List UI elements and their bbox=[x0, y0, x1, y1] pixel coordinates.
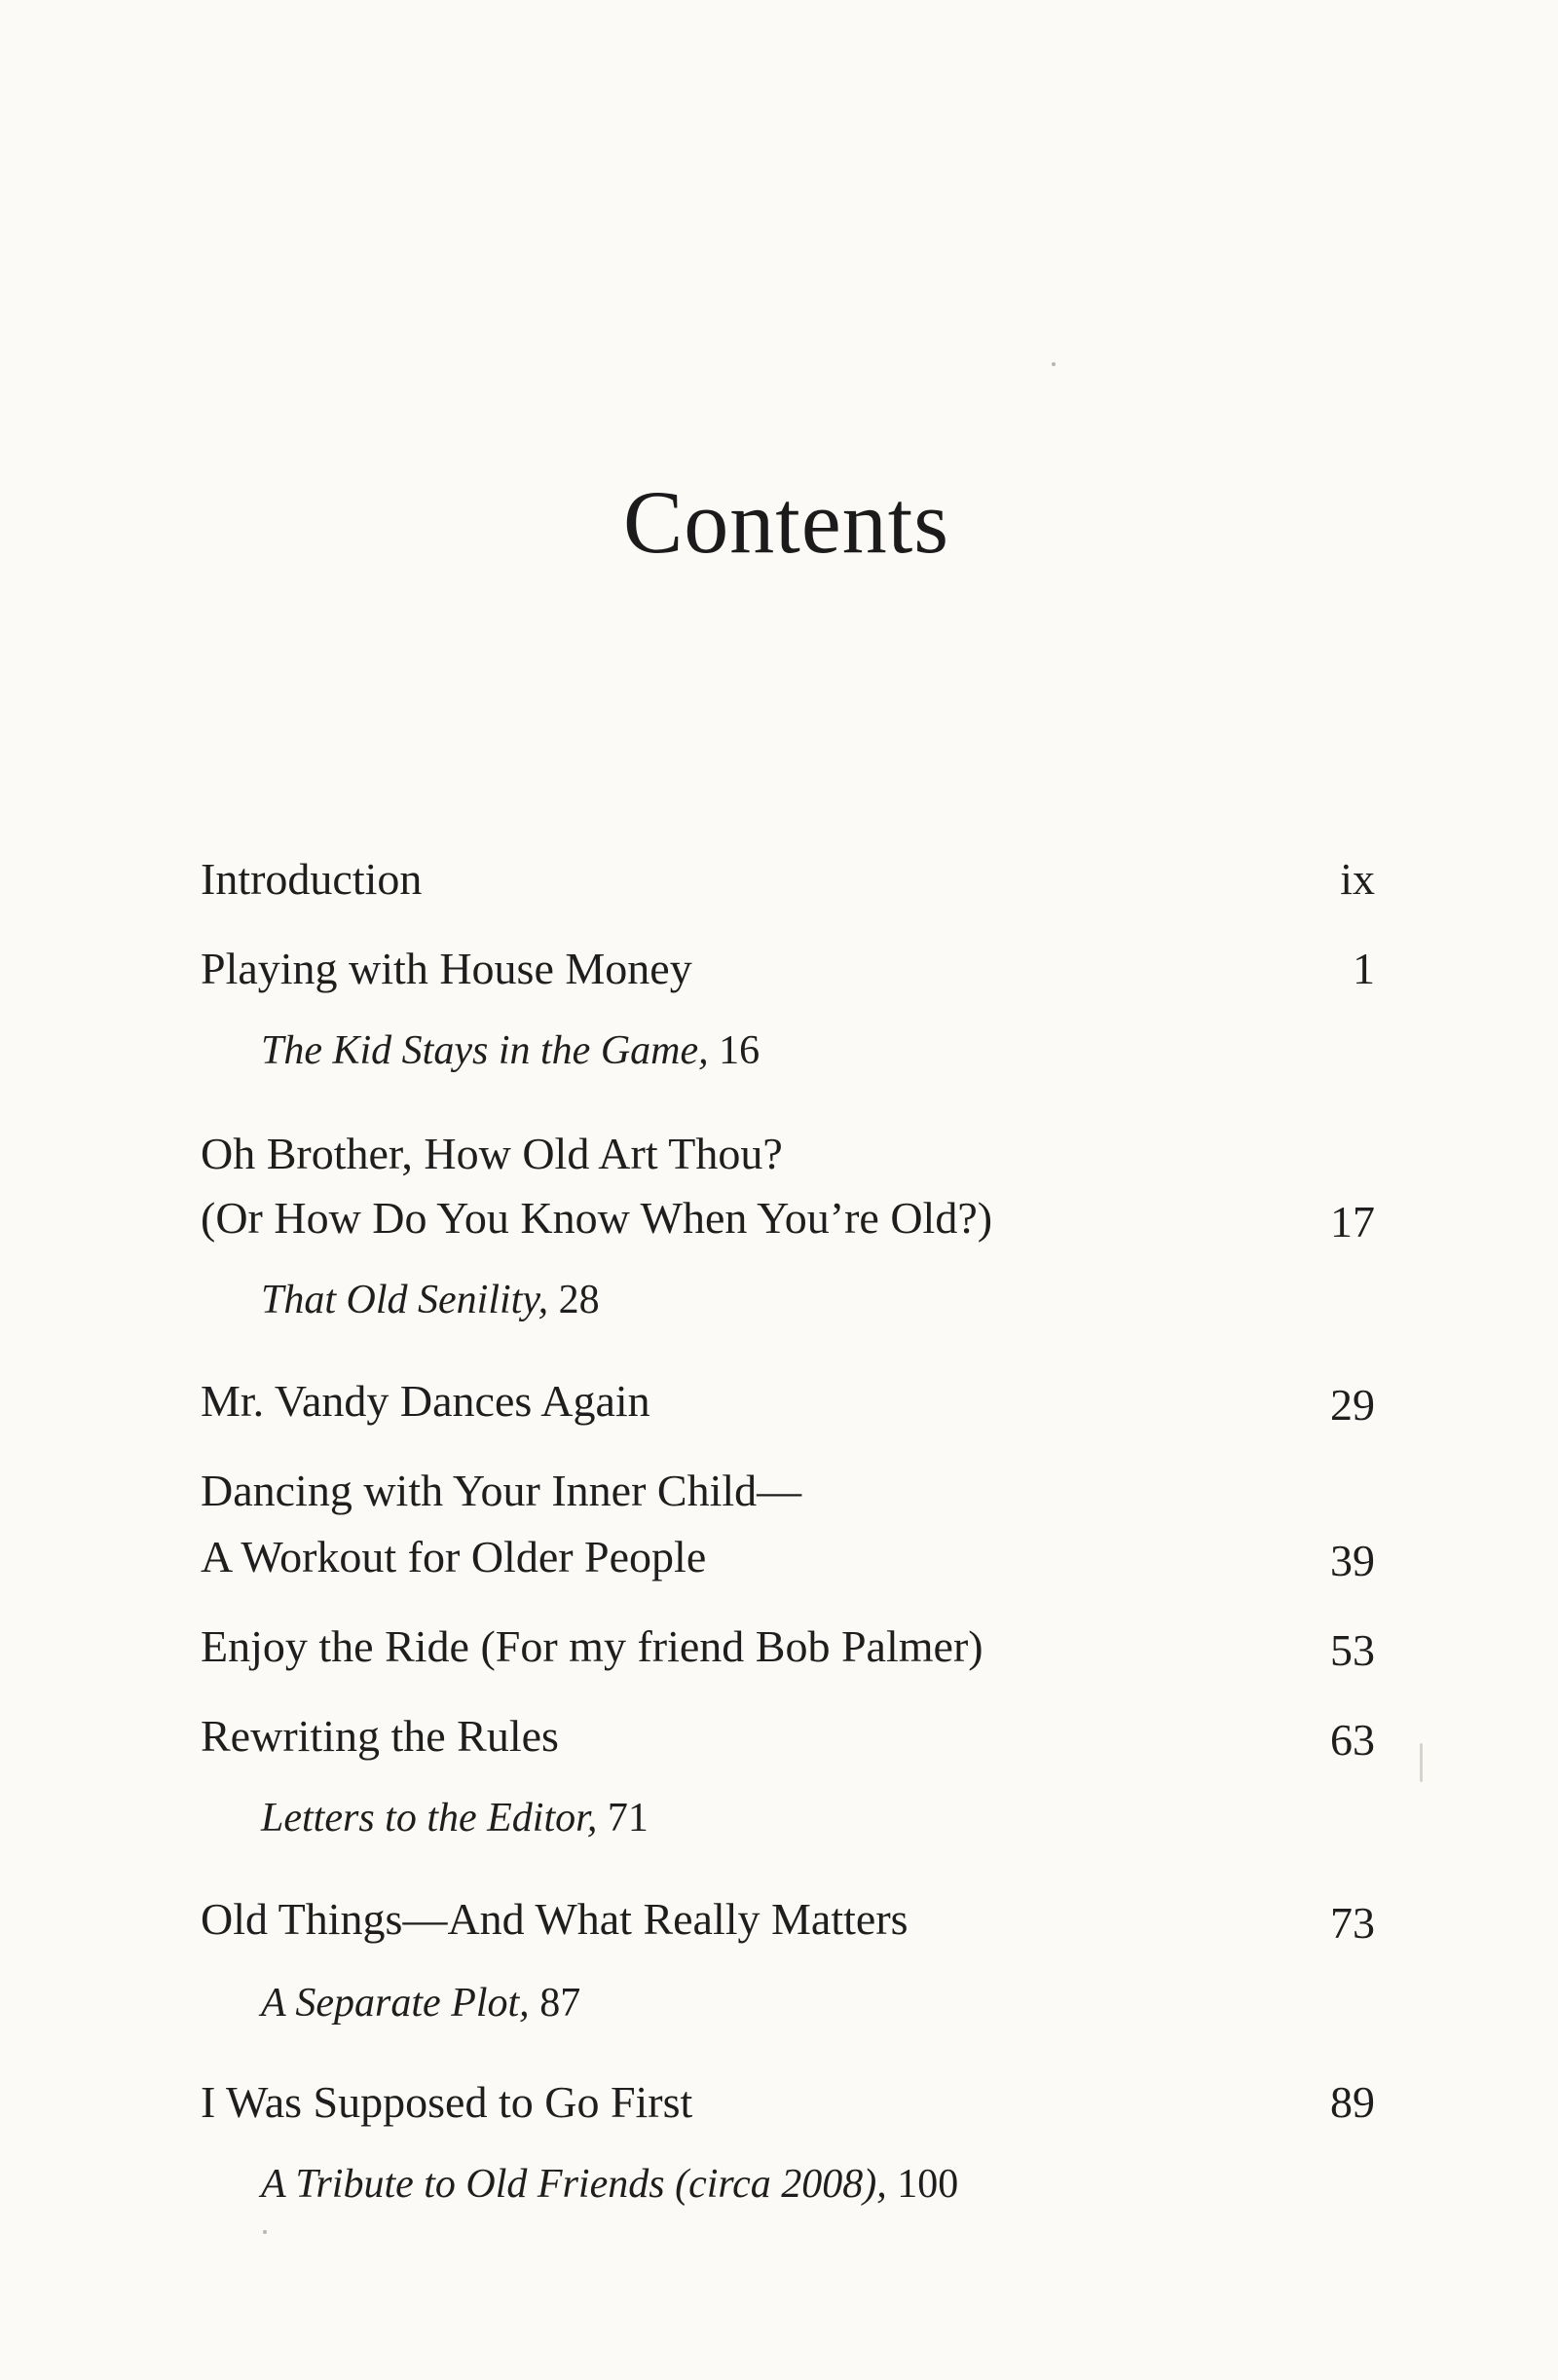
toc-entry-title-line1: Dancing with Your Inner Child— bbox=[201, 1466, 802, 1515]
toc-entry-page: 1 bbox=[1353, 944, 1375, 993]
page-title: Contents bbox=[622, 472, 950, 572]
paper-speck bbox=[263, 2230, 267, 2234]
toc-subentry-page: 87 bbox=[539, 1981, 581, 2026]
toc-subentry-title: A Tribute to Old Friends (circa 2008), bbox=[261, 2162, 887, 2207]
toc-entry-title: Playing with House Money bbox=[201, 944, 692, 993]
toc-entry-title: Introduction bbox=[201, 854, 423, 904]
toc-subentry-page: 16 bbox=[719, 1028, 760, 1073]
toc-subentry-page: 100 bbox=[897, 2162, 959, 2207]
toc-entry-page: 73 bbox=[1330, 1898, 1375, 1948]
toc-entry-title-line2: A Workout for Older People bbox=[201, 1532, 707, 1581]
paper-speck bbox=[1052, 362, 1056, 366]
toc-entry-title: Old Things—And What Really Matters bbox=[201, 1894, 909, 1944]
toc-entry-title: Rewriting the Rules bbox=[201, 1711, 559, 1761]
toc-entry-page: 29 bbox=[1330, 1380, 1375, 1430]
toc-entry-title: Mr. Vandy Dances Again bbox=[201, 1376, 650, 1426]
paper-speck bbox=[1420, 1743, 1423, 1782]
toc-entry-title: Enjoy the Ride (For my friend Bob Palmer) bbox=[201, 1621, 983, 1671]
toc-subentry bbox=[261, 2164, 958, 2205]
toc-subentry-title: That Old Senility, bbox=[261, 1278, 549, 1322]
toc-subentry-page: 28 bbox=[558, 1278, 600, 1322]
toc-entry-page: 63 bbox=[1330, 1715, 1375, 1765]
toc-entry-title-line1: Oh Brother, How Old Art Thou? bbox=[201, 1129, 783, 1178]
toc-subentry bbox=[261, 1983, 580, 2024]
toc-subentry bbox=[261, 1798, 649, 1839]
toc-entry-page: ix bbox=[1340, 854, 1375, 904]
toc-entry-page: 89 bbox=[1330, 2077, 1375, 2127]
toc-entry-page: 53 bbox=[1330, 1625, 1375, 1675]
toc-subentry-title: The Kid Stays in the Game, bbox=[261, 1028, 709, 1073]
toc-subentry-page: 71 bbox=[607, 1796, 649, 1841]
toc-entry-title-line2: (Or How Do You Know When You’re Old?) bbox=[201, 1193, 993, 1243]
toc-entry-title: I Was Supposed to Go First bbox=[201, 2077, 693, 2127]
toc-subentry-title: A Separate Plot, bbox=[261, 1981, 530, 2026]
toc-subentry bbox=[261, 1280, 600, 1320]
toc-entry-page: 17 bbox=[1330, 1197, 1375, 1246]
toc-subentry bbox=[261, 1030, 760, 1071]
toc-entry-page: 39 bbox=[1330, 1536, 1375, 1585]
toc-subentry-title: Letters to the Editor, bbox=[261, 1796, 598, 1841]
